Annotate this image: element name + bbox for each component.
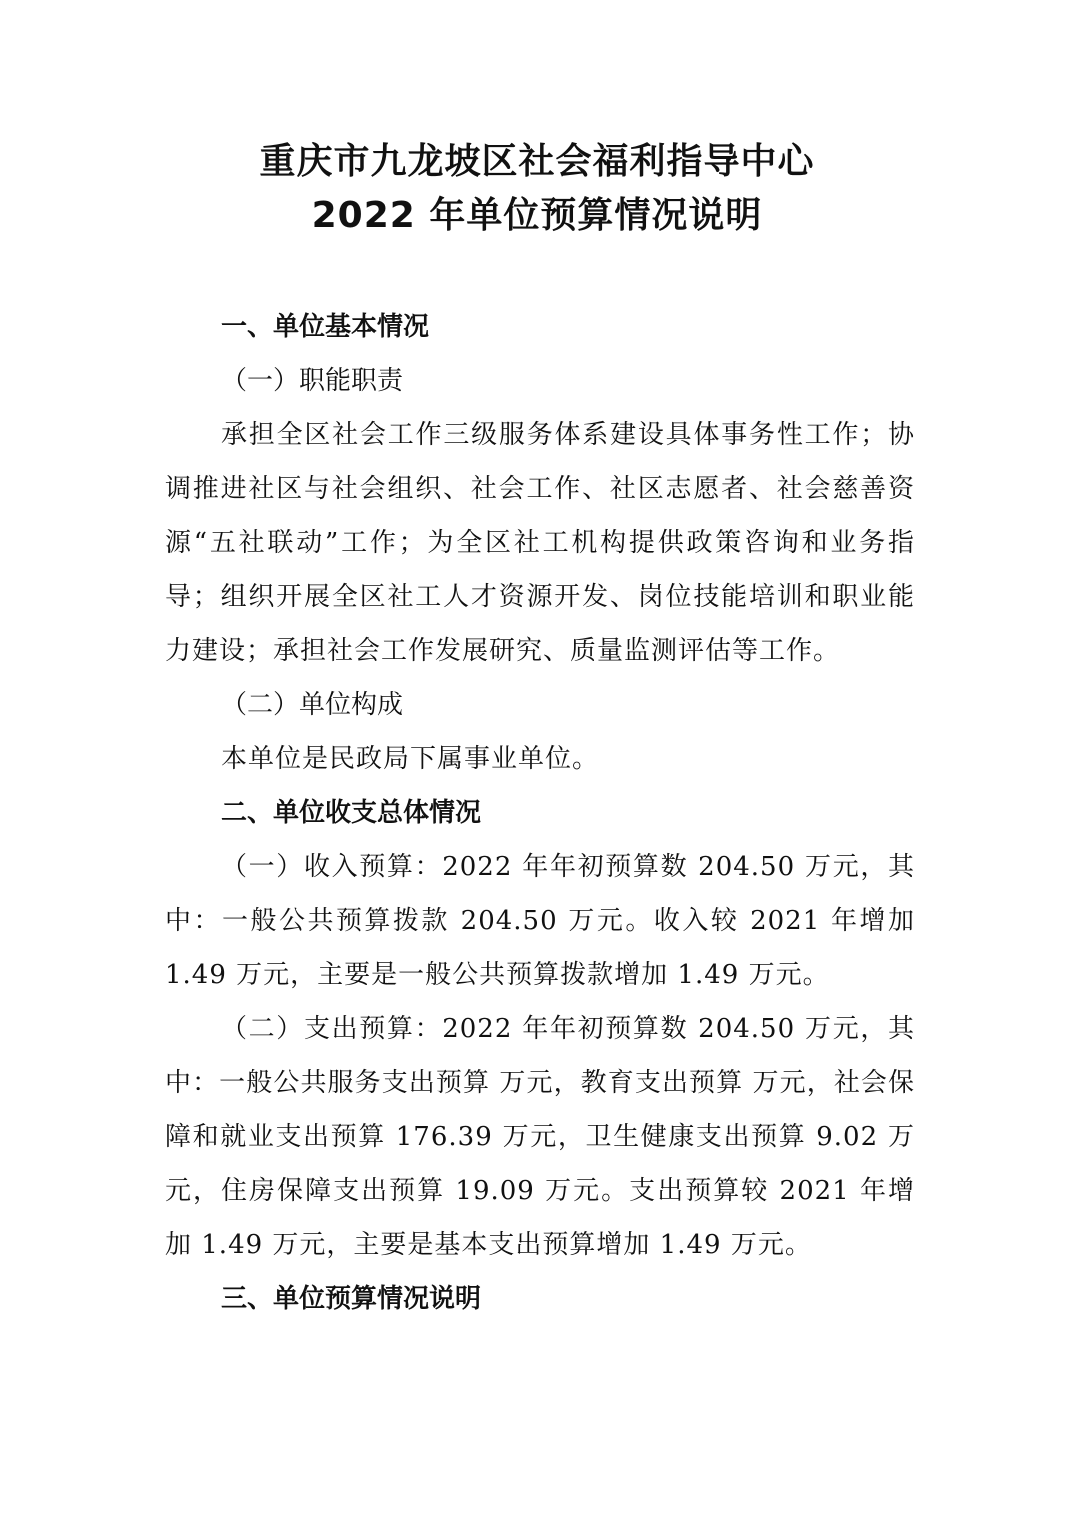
subheading-functions: （一）职能职责 <box>221 366 404 396</box>
document-body <box>165 300 915 1326</box>
section-heading-budget-explanation: 三、单位预算情况说明 <box>221 1284 482 1314</box>
paragraph-expense-budget: （二）支出预算：2022 年年初预算数 204.50 万元，其中：一般公共服务支出预算 万元，教育支出预算 万元，社会保障和就业支出预算 176.39 万元，卫生健康支出预算 9.02 万元，住房保障支出预算 19.09 万元。支出预算较 2021 年增加 1.49 万元，主要是基本支出预算增加 1.49 万元。 <box>165 1014 915 1260</box>
section-heading-basic-info: 一、单位基本情况 <box>221 312 430 342</box>
paragraph-functions: 承担全区社会工作三级服务体系建设具体事务性工作；协调推进社区与社会组织、社会工作、社区志愿者、社会慈善资源“五社联动”工作；为全区社工机构提供政策咨询和业务指导；组织开展全区社工人才资源开发、岗位技能培训和职业能力建设；承担社会工作发展研究、质量监测评估等工作。 <box>165 420 915 666</box>
section-heading-overall: 二、单位收支总体情况 <box>221 798 482 828</box>
document-title-line-1: 重庆市九龙坡区社会福利指导中心 <box>259 141 815 182</box>
paragraph-income-budget: （一）收入预算：2022 年年初预算数 204.50 万元，其中：一般公共预算拨款 204.50 万元。收入较 2021 年增加 1.49 万元，主要是一般公共预算拨款增加 1.49 万元。 <box>165 852 915 990</box>
subheading-composition: （二）单位构成 <box>221 690 404 720</box>
paragraph-composition: 本单位是民政局下属事业单位。 <box>221 744 600 774</box>
document-title-line-2: 2022 年单位预算情况说明 <box>311 195 763 236</box>
